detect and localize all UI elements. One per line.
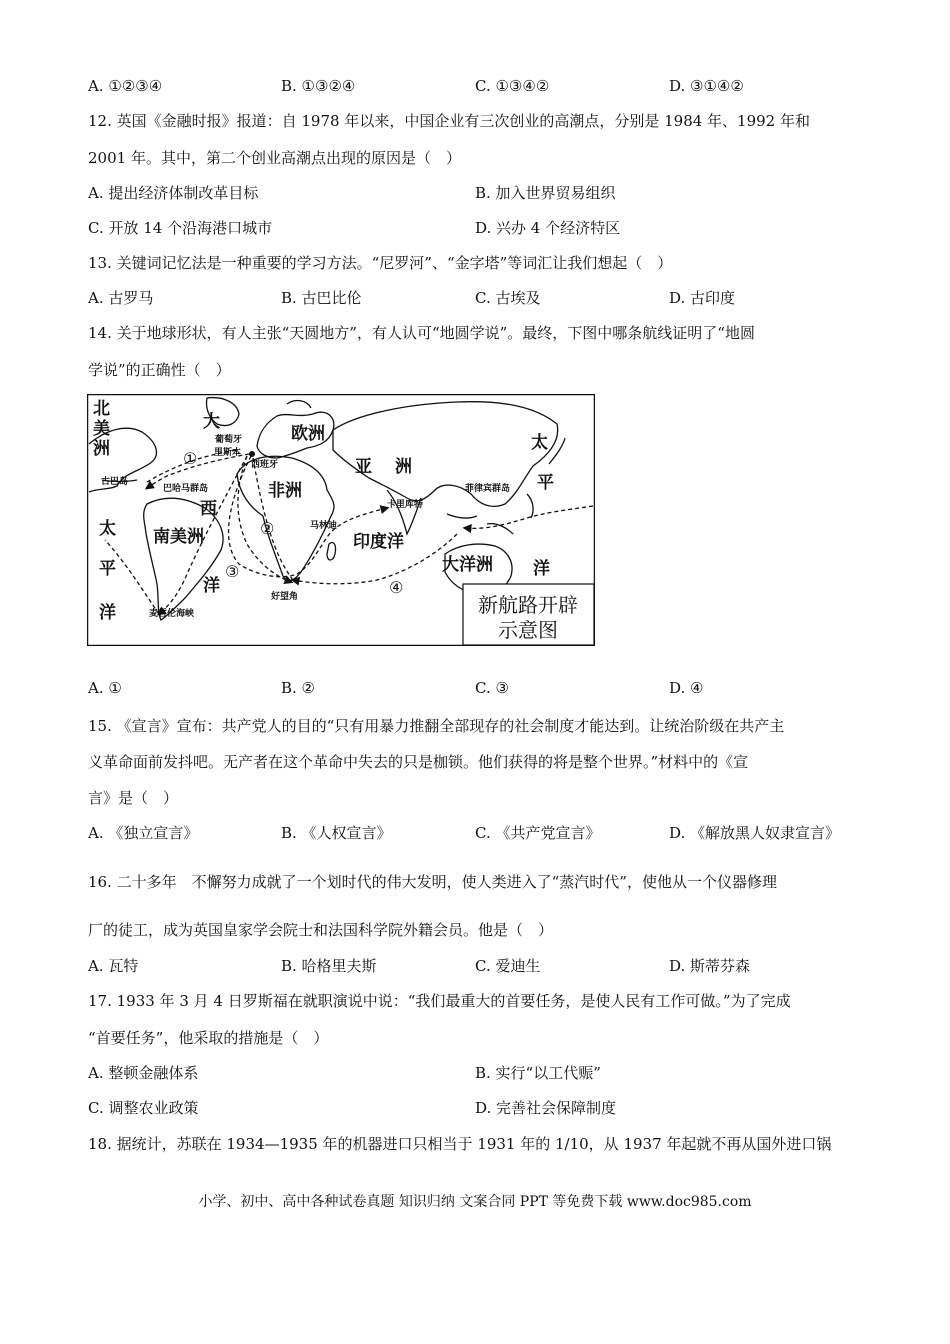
label-north-america-2: 美 — [93, 419, 110, 439]
q15-option-c: C. 《共产党宣言》 — [475, 824, 601, 842]
label-magellan-strait: 麦哲伦海峡 — [149, 609, 195, 619]
q17-option-a: A. 整顿金融体系 — [88, 1064, 199, 1082]
q17-option-b: B. 实行“以工代赈” — [475, 1064, 601, 1082]
label-cuba: 古巴岛 — [101, 477, 129, 487]
q14-option-d: D. ④ — [669, 679, 704, 697]
q12-stem-line2: 2001 年。其中，第二个创业高潮点出现的原因是（ ） — [88, 149, 461, 167]
q16-option-c: C. 爱迪生 — [475, 957, 541, 975]
map-title-line2: 示意图 — [498, 618, 558, 642]
q16-stem-line2: 厂的徒工，成为英国皇家学会院士和法国科学院外籍会员。他是（ ） — [88, 921, 554, 939]
q14-stem-line2: 学说”的正确性（ ） — [88, 361, 231, 379]
q11-option-a: A. ①②③④ — [88, 77, 163, 95]
q18-stem-line1: 18. 据统计，苏联在 1934—1935 年的机器进口只相当于 1931 年的 1/10，从 1937 年起就不再从国外进口锅 — [88, 1135, 832, 1153]
label-europe: 欧洲 — [291, 424, 325, 444]
q11-option-c: C. ①③④② — [475, 77, 550, 95]
route-2-number: ② — [260, 519, 275, 538]
q16-option-a: A. 瓦特 — [88, 957, 139, 975]
q16-stem-line1: 16. 二十多年 不懈努力成就了一个划时代的伟大发明，使人类进入了“蒸汽时代”，使他从一个仪器修理 — [88, 873, 777, 891]
q12-option-c: C. 开放 14 个沿海港口城市 — [88, 219, 273, 237]
label-asia-2: 洲 — [395, 457, 412, 477]
label-pacific-left-3: 洋 — [99, 603, 116, 623]
label-pacific-right-3: 洋 — [533, 559, 550, 579]
label-cape-of-good-hope: 好望角 — [271, 592, 299, 602]
route-1-number: ① — [183, 449, 198, 468]
q15-stem-line1: 15. 《宣言》宣布：共产党人的目的“只有用暴力推翻全部现存的社会制度才能达到。让统治阶级在共产主 — [88, 717, 785, 735]
q14-option-b: B. ② — [281, 679, 316, 697]
q13-option-c: C. 古埃及 — [475, 289, 541, 307]
page-footer: 小学、初中、高中各种试卷真题 知识归纳 文案合同 PPT 等免费下载 www.doc985.com — [198, 1194, 752, 1210]
q13-stem-line1: 13. 关键词记忆法是一种重要的学习方法。“尼罗河”、“金字塔”等词汇让我们想起（ ） — [88, 254, 673, 272]
q17-stem-line2: “首要任务”，他采取的措施是（ ） — [88, 1029, 329, 1047]
label-atlantic-bottom: 洋 — [203, 576, 220, 596]
label-pacific-right-1: 太 — [531, 433, 548, 453]
label-pacific-left-2: 平 — [99, 559, 116, 579]
label-calicut: 卡里库特 — [387, 500, 424, 510]
label-pacific-left-1: 太 — [99, 519, 116, 539]
q16-option-d: D. 斯蒂芬森 — [669, 957, 751, 975]
label-atlantic-top: 大 — [203, 412, 220, 432]
q17-option-c: C. 调整农业政策 — [88, 1099, 199, 1117]
map-title-line1: 新航路开辟 — [478, 593, 578, 617]
label-north-america-3: 洲 — [93, 439, 110, 459]
q14-option-a: A. ① — [88, 679, 122, 697]
label-south-america: 南美洲 — [153, 527, 204, 547]
q14-stem-line1: 14. 关于地球形状，有人主张“天圆地方”，有人认可“地圆学说”。最终，下图中哪条航线证明了“地圆 — [88, 324, 755, 342]
q13-option-b: B. 古巴比伦 — [281, 289, 362, 307]
label-philippines: 菲律宾群岛 — [465, 484, 511, 494]
q12-option-b: B. 加入世界贸易组织 — [475, 184, 616, 202]
route-3-number: ③ — [225, 562, 240, 581]
q15-stem-line2: 义革命面前发抖吧。无产者在这个革命中失去的只是枷锁。他们获得的将是整个世界。”材料中的《宣 — [88, 753, 749, 771]
label-north-america-1: 北 — [93, 399, 110, 419]
label-pacific-right-2: 平 — [537, 473, 554, 493]
q12-stem-line1: 12. 英国《金融时报》报道：自 1978 年以来，中国企业有三次创业的高潮点，分别是 1984 年、1992 年和 — [88, 112, 810, 130]
label-lisbon: 里斯本 — [214, 448, 242, 458]
label-atlantic-mid: 西 — [200, 499, 217, 519]
q12-option-d: D. 兴办 4 个经济特区 — [475, 219, 621, 237]
label-malindi: 马林迪 — [310, 521, 338, 531]
q13-option-d: D. 古印度 — [669, 289, 736, 307]
label-indian-ocean: 印度洋 — [353, 532, 404, 552]
q13-option-a: A. 古罗马 — [88, 289, 154, 307]
label-bahamas: 巴哈马群岛 — [163, 484, 209, 494]
new-sea-routes-map — [87, 394, 595, 646]
q11-option-b: B. ①③②④ — [281, 77, 356, 95]
lisbon-dot — [249, 451, 255, 457]
label-africa: 非洲 — [268, 481, 302, 501]
label-asia-1: 亚 — [355, 457, 372, 477]
label-oceania: 大洋洲 — [442, 555, 493, 575]
q17-option-d: D. 完善社会保障制度 — [475, 1099, 617, 1117]
q15-option-a: A. 《独立宣言》 — [88, 824, 199, 842]
q16-option-b: B. 哈格里夫斯 — [281, 957, 377, 975]
q15-option-b: B. 《人权宣言》 — [281, 824, 392, 842]
q11-option-d: D. ③①④② — [669, 77, 744, 95]
q17-stem-line1: 17. 1933 年 3 月 4 日罗斯福在就职演说中说：“我们最重大的首要任务，是使人民有工作可做。”为了完成 — [88, 992, 791, 1010]
label-spain: 西班牙 — [251, 460, 279, 470]
label-portugal: 葡萄牙 — [215, 435, 243, 445]
route-4-number: ④ — [389, 578, 404, 597]
q14-option-c: C. ③ — [475, 679, 509, 697]
q12-option-a: A. 提出经济体制改革目标 — [88, 184, 259, 202]
q15-stem-line3: 言》是（ ） — [88, 789, 179, 807]
q15-option-d: D. 《解放黑人奴隶宣言》 — [669, 824, 841, 842]
